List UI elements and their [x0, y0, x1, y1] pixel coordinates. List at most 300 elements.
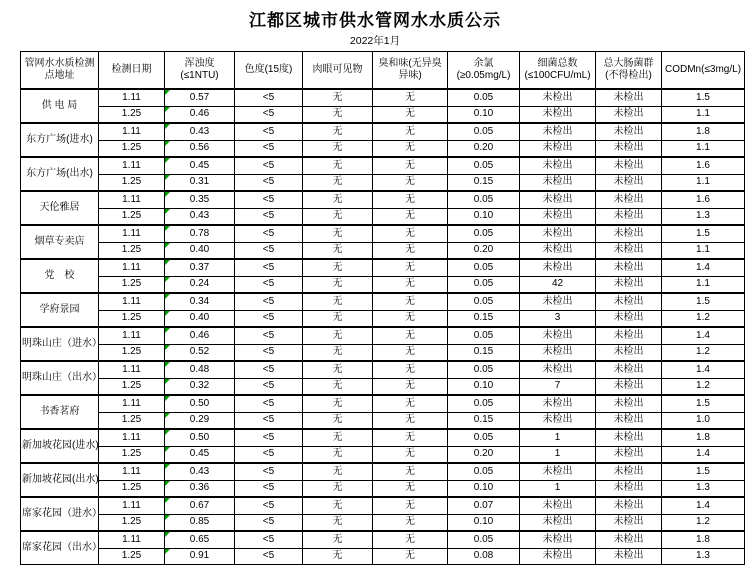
turbidity-cell: 0.37 — [165, 259, 235, 276]
test-date-cell: 1.11 — [99, 531, 165, 548]
residual-chlorine-cell: 0.05 — [448, 191, 520, 208]
total-coliform-cell: 未检出 — [596, 174, 662, 191]
bacteria-count-cell: 未检出 — [520, 327, 596, 344]
table-row — [21, 106, 745, 123]
header-codmn: CODMn(≤3mg/L) — [662, 52, 745, 90]
residual-chlorine-cell: 0.05 — [448, 429, 520, 446]
odor-taste-cell: 无 — [373, 191, 448, 208]
location-cell: 东方广场(进水) — [21, 123, 99, 157]
visible-matter-cell: 无 — [303, 480, 373, 497]
odor-taste-cell: 无 — [373, 463, 448, 480]
codmn-cell: 1.4 — [662, 327, 745, 344]
turbidity-cell: 0.48 — [165, 361, 235, 378]
bacteria-count-cell: 3 — [520, 310, 596, 327]
location-cell: 新加坡花园(出水) — [21, 463, 99, 497]
test-date-cell: 1.11 — [99, 463, 165, 480]
visible-matter-cell: 无 — [303, 446, 373, 463]
visible-matter-cell: 无 — [303, 157, 373, 174]
turbidity-cell: 0.24 — [165, 276, 235, 293]
test-date-cell: 1.11 — [99, 157, 165, 174]
bacteria-count-cell: 未检出 — [520, 259, 596, 276]
test-date-cell: 1.11 — [99, 293, 165, 310]
test-date-cell: 1.25 — [99, 446, 165, 463]
residual-chlorine-cell: 0.15 — [448, 310, 520, 327]
odor-taste-cell: 无 — [373, 174, 448, 191]
total-coliform-cell: 未检出 — [596, 157, 662, 174]
residual-chlorine-cell: 0.05 — [448, 123, 520, 140]
bacteria-count-cell: 未检出 — [520, 344, 596, 361]
turbidity-cell: 0.91 — [165, 548, 235, 565]
codmn-cell: 1.2 — [662, 310, 745, 327]
location-cell: 东方广场(出水) — [21, 157, 99, 191]
residual-chlorine-cell: 0.05 — [448, 276, 520, 293]
codmn-cell: 1.8 — [662, 123, 745, 140]
bacteria-count-cell: 未检出 — [520, 242, 596, 259]
location-cell: 供 电 局 — [21, 89, 99, 123]
chroma-cell: <5 — [235, 480, 303, 497]
test-date-cell: 1.25 — [99, 378, 165, 395]
odor-taste-cell: 无 — [373, 531, 448, 548]
total-coliform-cell: 未检出 — [596, 89, 662, 106]
location-cell: 烟草专卖店 — [21, 225, 99, 259]
total-coliform-cell: 未检出 — [596, 548, 662, 565]
test-date-cell: 1.25 — [99, 344, 165, 361]
header-visible-matter: 肉眼可见物 — [303, 52, 373, 90]
residual-chlorine-cell: 0.05 — [448, 395, 520, 412]
location-cell: 席家花园（出水） — [21, 531, 99, 565]
odor-taste-cell: 无 — [373, 480, 448, 497]
table-row — [21, 395, 745, 412]
residual-chlorine-cell: 0.20 — [448, 140, 520, 157]
table-row — [21, 480, 745, 497]
bacteria-count-cell: 未检出 — [520, 106, 596, 123]
chroma-cell: <5 — [235, 276, 303, 293]
visible-matter-cell: 无 — [303, 191, 373, 208]
table-row — [21, 378, 745, 395]
chroma-cell: <5 — [235, 259, 303, 276]
total-coliform-cell: 未检出 — [596, 140, 662, 157]
visible-matter-cell: 无 — [303, 514, 373, 531]
visible-matter-cell: 无 — [303, 225, 373, 242]
codmn-cell: 1.3 — [662, 548, 745, 565]
turbidity-cell: 0.43 — [165, 123, 235, 140]
test-date-cell: 1.11 — [99, 89, 165, 106]
header-odor-taste: 臭和味(无异臭异味) — [373, 52, 448, 90]
table-row — [21, 463, 745, 480]
bacteria-count-cell: 未检出 — [520, 463, 596, 480]
visible-matter-cell: 无 — [303, 174, 373, 191]
turbidity-cell: 0.34 — [165, 293, 235, 310]
residual-chlorine-cell: 0.05 — [448, 225, 520, 242]
chroma-cell: <5 — [235, 225, 303, 242]
test-date-cell: 1.25 — [99, 310, 165, 327]
turbidity-cell: 0.43 — [165, 208, 235, 225]
codmn-cell: 1.5 — [662, 395, 745, 412]
bacteria-count-cell: 1 — [520, 446, 596, 463]
odor-taste-cell: 无 — [373, 429, 448, 446]
visible-matter-cell: 无 — [303, 361, 373, 378]
chroma-cell: <5 — [235, 208, 303, 225]
turbidity-cell: 0.65 — [165, 531, 235, 548]
test-date-cell: 1.11 — [99, 497, 165, 514]
chroma-cell: <5 — [235, 378, 303, 395]
table-row — [21, 140, 745, 157]
test-date-cell: 1.25 — [99, 514, 165, 531]
chroma-cell: <5 — [235, 310, 303, 327]
odor-taste-cell: 无 — [373, 344, 448, 361]
bacteria-count-cell: 未检出 — [520, 548, 596, 565]
total-coliform-cell: 未检出 — [596, 514, 662, 531]
odor-taste-cell: 无 — [373, 412, 448, 429]
test-date-cell: 1.25 — [99, 242, 165, 259]
total-coliform-cell: 未检出 — [596, 225, 662, 242]
test-date-cell: 1.11 — [99, 429, 165, 446]
total-coliform-cell: 未检出 — [596, 242, 662, 259]
table-header-row — [21, 52, 745, 90]
table-row — [21, 225, 745, 242]
table-row — [21, 412, 745, 429]
bacteria-count-cell: 未检出 — [520, 514, 596, 531]
bacteria-count-cell: 未检出 — [520, 225, 596, 242]
turbidity-cell: 0.45 — [165, 446, 235, 463]
residual-chlorine-cell: 0.10 — [448, 480, 520, 497]
bacteria-count-cell: 未检出 — [520, 531, 596, 548]
codmn-cell: 1.6 — [662, 157, 745, 174]
location-cell: 明珠山庄（出水） — [21, 361, 99, 395]
bacteria-count-cell: 未检出 — [520, 208, 596, 225]
visible-matter-cell: 无 — [303, 276, 373, 293]
codmn-cell: 1.8 — [662, 429, 745, 446]
total-coliform-cell: 未检出 — [596, 531, 662, 548]
table-row — [21, 548, 745, 565]
odor-taste-cell: 无 — [373, 395, 448, 412]
visible-matter-cell: 无 — [303, 327, 373, 344]
odor-taste-cell: 无 — [373, 89, 448, 106]
turbidity-cell: 0.29 — [165, 412, 235, 429]
odor-taste-cell: 无 — [373, 225, 448, 242]
chroma-cell: <5 — [235, 327, 303, 344]
water-quality-table — [20, 51, 745, 565]
test-date-cell: 1.11 — [99, 327, 165, 344]
test-date-cell: 1.11 — [99, 123, 165, 140]
chroma-cell: <5 — [235, 446, 303, 463]
turbidity-cell: 0.40 — [165, 310, 235, 327]
codmn-cell: 1.1 — [662, 174, 745, 191]
location-cell: 党 校 — [21, 259, 99, 293]
bacteria-count-cell: 未检出 — [520, 140, 596, 157]
odor-taste-cell: 无 — [373, 446, 448, 463]
odor-taste-cell: 无 — [373, 106, 448, 123]
chroma-cell: <5 — [235, 242, 303, 259]
test-date-cell: 1.11 — [99, 191, 165, 208]
turbidity-cell: 0.40 — [165, 242, 235, 259]
header-total-coliform: 总大肠菌群(不得检出) — [596, 52, 662, 90]
codmn-cell: 1.2 — [662, 514, 745, 531]
odor-taste-cell: 无 — [373, 293, 448, 310]
odor-taste-cell: 无 — [373, 208, 448, 225]
residual-chlorine-cell: 0.15 — [448, 174, 520, 191]
residual-chlorine-cell: 0.05 — [448, 327, 520, 344]
turbidity-cell: 0.78 — [165, 225, 235, 242]
header-bacteria-count: 细菌总数(≤100CFU/mL) — [520, 52, 596, 90]
bacteria-count-cell: 未检出 — [520, 174, 596, 191]
chroma-cell: <5 — [235, 497, 303, 514]
turbidity-cell: 0.36 — [165, 480, 235, 497]
table-row — [21, 89, 745, 106]
table-row — [21, 208, 745, 225]
total-coliform-cell: 未检出 — [596, 361, 662, 378]
residual-chlorine-cell: 0.05 — [448, 463, 520, 480]
residual-chlorine-cell: 0.08 — [448, 548, 520, 565]
table-row — [21, 497, 745, 514]
chroma-cell: <5 — [235, 174, 303, 191]
residual-chlorine-cell: 0.20 — [448, 446, 520, 463]
location-cell: 新加坡花园(进水) — [21, 429, 99, 463]
visible-matter-cell: 无 — [303, 293, 373, 310]
table-row — [21, 531, 745, 548]
codmn-cell: 1.5 — [662, 89, 745, 106]
table-row — [21, 259, 745, 276]
header-chroma: 色度(15度) — [235, 52, 303, 90]
total-coliform-cell: 未检出 — [596, 395, 662, 412]
codmn-cell: 1.0 — [662, 412, 745, 429]
odor-taste-cell: 无 — [373, 548, 448, 565]
location-cell: 明珠山庄（进水） — [21, 327, 99, 361]
bacteria-count-cell: 未检出 — [520, 89, 596, 106]
codmn-cell: 1.2 — [662, 344, 745, 361]
header-test-date: 检测日期 — [99, 52, 165, 90]
visible-matter-cell: 无 — [303, 259, 373, 276]
total-coliform-cell: 未检出 — [596, 463, 662, 480]
residual-chlorine-cell: 0.10 — [448, 514, 520, 531]
chroma-cell: <5 — [235, 531, 303, 548]
codmn-cell: 1.5 — [662, 225, 745, 242]
total-coliform-cell: 未检出 — [596, 259, 662, 276]
codmn-cell: 1.3 — [662, 480, 745, 497]
total-coliform-cell: 未检出 — [596, 412, 662, 429]
visible-matter-cell: 无 — [303, 429, 373, 446]
visible-matter-cell: 无 — [303, 497, 373, 514]
water-quality-notice-page — [0, 6, 750, 562]
test-date-cell: 1.11 — [99, 259, 165, 276]
codmn-cell: 1.6 — [662, 191, 745, 208]
turbidity-cell: 0.52 — [165, 344, 235, 361]
chroma-cell: <5 — [235, 140, 303, 157]
visible-matter-cell: 无 — [303, 412, 373, 429]
codmn-cell: 1.8 — [662, 531, 745, 548]
bacteria-count-cell: 未检出 — [520, 123, 596, 140]
turbidity-cell: 0.57 — [165, 89, 235, 106]
table-row — [21, 123, 745, 140]
odor-taste-cell: 无 — [373, 123, 448, 140]
residual-chlorine-cell: 0.05 — [448, 259, 520, 276]
chroma-cell: <5 — [235, 429, 303, 446]
chroma-cell: <5 — [235, 106, 303, 123]
table-row — [21, 191, 745, 208]
table-row — [21, 293, 745, 310]
turbidity-cell: 0.67 — [165, 497, 235, 514]
visible-matter-cell: 无 — [303, 123, 373, 140]
bacteria-count-cell: 未检出 — [520, 293, 596, 310]
total-coliform-cell: 未检出 — [596, 429, 662, 446]
table-row — [21, 157, 745, 174]
turbidity-cell: 0.43 — [165, 463, 235, 480]
chroma-cell: <5 — [235, 412, 303, 429]
codmn-cell: 1.2 — [662, 378, 745, 395]
visible-matter-cell: 无 — [303, 463, 373, 480]
table-row — [21, 174, 745, 191]
test-date-cell: 1.25 — [99, 480, 165, 497]
bacteria-count-cell: 1 — [520, 429, 596, 446]
total-coliform-cell: 未检出 — [596, 327, 662, 344]
chroma-cell: <5 — [235, 157, 303, 174]
bacteria-count-cell: 未检出 — [520, 412, 596, 429]
report-month: 2022年1月 — [349, 35, 401, 47]
odor-taste-cell: 无 — [373, 497, 448, 514]
chroma-cell: <5 — [235, 514, 303, 531]
location-cell: 席家花园（进水） — [21, 497, 99, 531]
bacteria-count-cell: 未检出 — [520, 497, 596, 514]
codmn-cell: 1.5 — [662, 463, 745, 480]
codmn-cell: 1.4 — [662, 446, 745, 463]
turbidity-cell: 0.50 — [165, 395, 235, 412]
codmn-cell: 1.1 — [662, 140, 745, 157]
turbidity-cell: 0.50 — [165, 429, 235, 446]
residual-chlorine-cell: 0.15 — [448, 412, 520, 429]
residual-chlorine-cell: 0.10 — [448, 208, 520, 225]
header-residual-chlorine: 余氯(≥0.05mg/L) — [448, 52, 520, 90]
odor-taste-cell: 无 — [373, 242, 448, 259]
odor-taste-cell: 无 — [373, 514, 448, 531]
chroma-cell: <5 — [235, 344, 303, 361]
visible-matter-cell: 无 — [303, 106, 373, 123]
chroma-cell: <5 — [235, 463, 303, 480]
turbidity-cell: 0.46 — [165, 327, 235, 344]
codmn-cell: 1.5 — [662, 293, 745, 310]
residual-chlorine-cell: 0.07 — [448, 497, 520, 514]
bacteria-count-cell: 未检出 — [520, 191, 596, 208]
odor-taste-cell: 无 — [373, 259, 448, 276]
odor-taste-cell: 无 — [373, 310, 448, 327]
bacteria-count-cell: 未检出 — [520, 157, 596, 174]
chroma-cell: <5 — [235, 89, 303, 106]
total-coliform-cell: 未检出 — [596, 191, 662, 208]
test-date-cell: 1.25 — [99, 106, 165, 123]
turbidity-cell: 0.32 — [165, 378, 235, 395]
table-row — [21, 361, 745, 378]
codmn-cell: 1.1 — [662, 106, 745, 123]
table-row — [21, 514, 745, 531]
residual-chlorine-cell: 0.10 — [448, 378, 520, 395]
bacteria-count-cell: 42 — [520, 276, 596, 293]
total-coliform-cell: 未检出 — [596, 344, 662, 361]
visible-matter-cell: 无 — [303, 89, 373, 106]
residual-chlorine-cell: 0.15 — [448, 344, 520, 361]
table-row — [21, 310, 745, 327]
chroma-cell: <5 — [235, 361, 303, 378]
test-date-cell: 1.25 — [99, 548, 165, 565]
residual-chlorine-cell: 0.05 — [448, 361, 520, 378]
test-date-cell: 1.11 — [99, 361, 165, 378]
residual-chlorine-cell: 0.10 — [448, 106, 520, 123]
visible-matter-cell: 无 — [303, 344, 373, 361]
odor-taste-cell: 无 — [373, 361, 448, 378]
total-coliform-cell: 未检出 — [596, 276, 662, 293]
codmn-cell: 1.4 — [662, 361, 745, 378]
test-date-cell: 1.11 — [99, 395, 165, 412]
codmn-cell: 1.1 — [662, 242, 745, 259]
test-date-cell: 1.25 — [99, 174, 165, 191]
location-cell: 天伦雅居 — [21, 191, 99, 225]
turbidity-cell: 0.31 — [165, 174, 235, 191]
residual-chlorine-cell: 0.05 — [448, 157, 520, 174]
test-date-cell: 1.25 — [99, 276, 165, 293]
total-coliform-cell: 未检出 — [596, 208, 662, 225]
test-date-cell: 1.11 — [99, 225, 165, 242]
visible-matter-cell: 无 — [303, 531, 373, 548]
odor-taste-cell: 无 — [373, 276, 448, 293]
chroma-cell: <5 — [235, 548, 303, 565]
codmn-cell: 1.4 — [662, 259, 745, 276]
visible-matter-cell: 无 — [303, 548, 373, 565]
visible-matter-cell: 无 — [303, 242, 373, 259]
header-turbidity: 浑浊度(≤1NTU) — [165, 52, 235, 90]
visible-matter-cell: 无 — [303, 310, 373, 327]
table-row — [21, 327, 745, 344]
visible-matter-cell: 无 — [303, 395, 373, 412]
bacteria-count-cell: 未检出 — [520, 361, 596, 378]
table-row — [21, 242, 745, 259]
table-row — [21, 446, 745, 463]
codmn-cell: 1.3 — [662, 208, 745, 225]
test-date-cell: 1.25 — [99, 140, 165, 157]
page-title: 江都区城市供水管网水水质公示 — [249, 11, 501, 30]
total-coliform-cell: 未检出 — [596, 293, 662, 310]
table-row — [21, 429, 745, 446]
residual-chlorine-cell: 0.05 — [448, 89, 520, 106]
location-cell: 书香茗府 — [21, 395, 99, 429]
total-coliform-cell: 未检出 — [596, 123, 662, 140]
header-location: 管网水水质检测点地址 — [21, 52, 99, 90]
total-coliform-cell: 未检出 — [596, 446, 662, 463]
bacteria-count-cell: 7 — [520, 378, 596, 395]
chroma-cell: <5 — [235, 293, 303, 310]
total-coliform-cell: 未检出 — [596, 378, 662, 395]
total-coliform-cell: 未检出 — [596, 310, 662, 327]
visible-matter-cell: 无 — [303, 208, 373, 225]
codmn-cell: 1.1 — [662, 276, 745, 293]
turbidity-cell: 0.45 — [165, 157, 235, 174]
test-date-cell: 1.25 — [99, 208, 165, 225]
codmn-cell: 1.4 — [662, 497, 745, 514]
table-row — [21, 344, 745, 361]
test-date-cell: 1.25 — [99, 412, 165, 429]
bacteria-count-cell: 1 — [520, 480, 596, 497]
chroma-cell: <5 — [235, 395, 303, 412]
odor-taste-cell: 无 — [373, 140, 448, 157]
bacteria-count-cell: 未检出 — [520, 395, 596, 412]
visible-matter-cell: 无 — [303, 378, 373, 395]
odor-taste-cell: 无 — [373, 327, 448, 344]
chroma-cell: <5 — [235, 123, 303, 140]
residual-chlorine-cell: 0.05 — [448, 293, 520, 310]
total-coliform-cell: 未检出 — [596, 480, 662, 497]
turbidity-cell: 0.85 — [165, 514, 235, 531]
residual-chlorine-cell: 0.20 — [448, 242, 520, 259]
turbidity-cell: 0.46 — [165, 106, 235, 123]
residual-chlorine-cell: 0.05 — [448, 531, 520, 548]
odor-taste-cell: 无 — [373, 378, 448, 395]
